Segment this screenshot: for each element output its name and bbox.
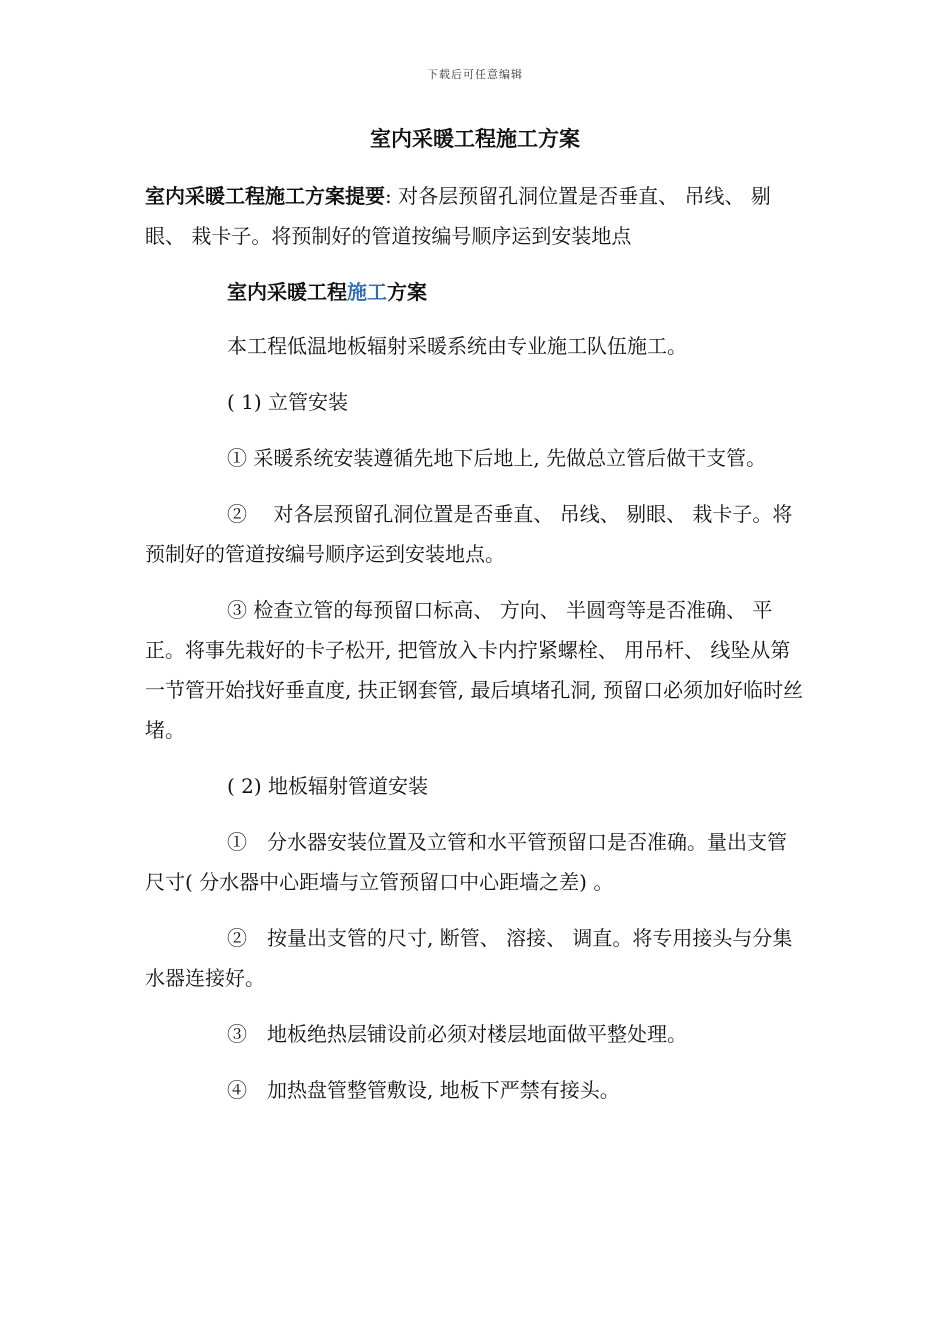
section-heading <box>145 275 805 309</box>
section-heading-part2: 方案 <box>387 280 427 304</box>
section-heading-part1: 室内采暖工程 <box>227 280 347 304</box>
document-title: 室内采暖工程施工方案 <box>370 126 580 151</box>
paragraph-riser-1: ① 采暖系统安装遵循先地下后地上, 先做总立管后做干支管。 <box>227 446 767 470</box>
section-heading-link[interactable]: 施工 <box>347 280 387 304</box>
header-note: 下载后可任意编辑 <box>427 68 523 81</box>
paragraph-riser-2: ② 对各层预留孔洞位置是否垂直、 吊线、 剔眼、 栽卡子。将预制好的管道按编号顺序运到安装地点。 <box>145 502 793 566</box>
subheading-floor-pipe-installation: ( 2) 地板辐射管道安装 <box>227 774 429 798</box>
document-body <box>145 275 805 1110</box>
paragraph-riser-3: ③ 检查立管的每预留口标高、 方向、 半圆弯等是否准确、 平正。将事先栽好的卡子松开, 把管放入卡内拧紧螺栓、 用吊杆、 线坠从第一节管开始找好垂直度, 扶正钢套管, 最后填堵孔洞, 预留口必须加好临时丝堵。 <box>145 598 804 742</box>
summary-paragraph <box>145 176 805 256</box>
intro-paragraph: 本工程低温地板辐射采暖系统由专业施工队伍施工。 <box>227 334 687 358</box>
paragraph-floor-4: ④ 加热盘管整管敷设, 地板下严禁有接头。 <box>227 1078 620 1102</box>
paragraph-floor-3: ③ 地板绝热层铺设前必须对楼层地面做平整处理。 <box>227 1022 687 1046</box>
paragraph-floor-2: ② 按量出支管的尺寸, 断管、 溶接、 调直。将专用接头与分集水器连接好。 <box>145 926 793 990</box>
summary-text: : 对各层预留孔洞位置是否垂直、 吊线、 剔眼、 栽卡子。将预制好的管道按编号顺序运到安装地点 <box>145 184 771 248</box>
subheading-riser-installation: ( 1) 立管安装 <box>227 390 349 414</box>
summary-lead: 室内采暖工程施工方案提要 <box>145 184 385 208</box>
paragraph-floor-1: ① 分水器安装位置及立管和水平管预留口是否准确。量出支管尺寸( 分水器中心距墙与立管预留口中心距墙之差) 。 <box>145 830 787 894</box>
